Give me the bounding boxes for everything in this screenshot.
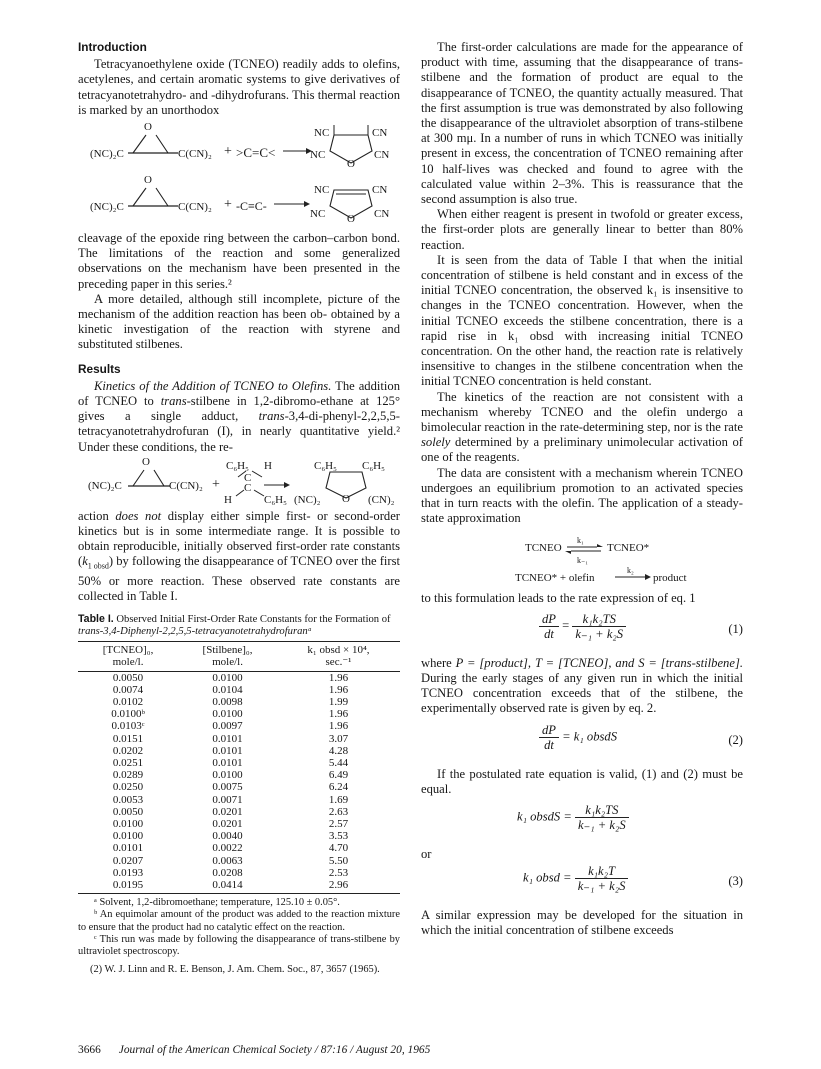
- scheme3-product-cn: (CN)₂: [368, 493, 395, 506]
- page-number: 3666: [78, 1044, 101, 1056]
- cell-k1: 3.53: [328, 830, 349, 843]
- table-caption: [78, 613, 400, 638]
- equation-intermediate: [421, 803, 743, 841]
- kinetic-k1: k₁: [577, 535, 584, 545]
- cell-k1: 1.96: [328, 708, 349, 721]
- cell-tcneo: 0.0100: [112, 818, 144, 831]
- equation-3-body: [523, 864, 628, 893]
- eq2-number: (2): [728, 732, 743, 747]
- eq1-lhs: [539, 612, 559, 641]
- intro-paragraph-3: A more detailed, although still incomplete, picture of the mechanism of the addition reaction has been ob- obtained by a kinetic investigation of the reaction with styrene and substituted stilbenes.: [78, 291, 400, 352]
- cell-stilbene: 0.0063: [212, 854, 243, 867]
- table-row: [78, 720, 400, 732]
- table-caption-compound: trans-3,4-Diphenyl-2,2,5,5-tetracyanotetrahydrofuranᵃ: [78, 625, 312, 637]
- header-unit: mole/l.: [112, 655, 144, 668]
- cell-tcneo: 0.0195: [78, 879, 178, 894]
- table-row: [78, 708, 400, 720]
- scheme1-right-carbon: C(CN)₂: [178, 148, 212, 161]
- cell-tcneo: 0.0193: [112, 866, 144, 879]
- scheme1-nc-bottom: NC: [310, 149, 326, 162]
- text-run: determined by a preliminary unimolecular activation of one of the reagents.: [421, 435, 743, 465]
- header-unit: sec.⁻¹: [325, 655, 352, 668]
- eq1-lhs-num: dP: [539, 612, 559, 627]
- eq1-rhs-num: k₁k₂TS: [572, 612, 626, 627]
- eq3-rhs-den: k₋₁ + k₂S: [577, 879, 626, 894]
- table-row: [78, 879, 400, 894]
- text-run-italic: does not: [115, 508, 162, 523]
- equation-1: [421, 612, 743, 650]
- cell-stilbene: 0.0201: [212, 805, 243, 818]
- cell-tcneo: 0.0102: [112, 696, 144, 708]
- cell-stilbene: 0.0075: [212, 781, 243, 794]
- cell-tcneo: 0.0103ᶜ: [111, 720, 145, 733]
- rate-constants-table: [78, 641, 400, 895]
- heading-results: Results: [78, 361, 121, 376]
- cell-k1: 2.57: [328, 818, 349, 831]
- eq3-rhs-num: k₁k₂T: [575, 864, 629, 879]
- scheme3-c-upper: C: [244, 471, 252, 484]
- footnote-c: ᶜ This run was made by following the disappearance of trans-stilbene by ultraviolet spectroscopy.: [78, 933, 400, 958]
- cell-stilbene: 0.0022: [212, 842, 243, 855]
- scheme1-plus: +: [224, 144, 232, 160]
- text-run-italic: solely: [421, 435, 451, 450]
- cell-k1: 5.50: [328, 854, 349, 867]
- eq2-lhs-den: dt: [544, 737, 554, 752]
- column-header-stilbene: [178, 641, 277, 671]
- eq-int-rhs-den: k₋₁ + k₂S: [578, 817, 626, 832]
- body-paragraph-9: A similar expression may be developed for the situation in which the initial concentration of stilbene exceeds: [421, 908, 743, 938]
- text-run: ) by following the disappearance of TCNEO over the first 50% or more reaction. These observed rate constants are collected in Table I.: [78, 554, 401, 604]
- scheme2-nc-bottom: NC: [310, 208, 326, 221]
- cell-stilbene: 0.0097: [212, 720, 243, 733]
- table-row: [78, 671, 400, 684]
- cell-stilbene: 0.0101: [212, 744, 243, 757]
- cell-k1: 1.96: [328, 683, 349, 696]
- eq1-rhs: [572, 612, 626, 641]
- cell-stilbene: 0.0071: [212, 793, 243, 806]
- results-paragraph-1: [78, 379, 400, 455]
- text-run: action: [78, 508, 116, 523]
- kinetic-scheme: [421, 531, 743, 587]
- table-row: [78, 684, 400, 696]
- intro-paragraph-1: Tetracyanoethylene oxide (TCNEO) readily adds to olefins, acetylenes, and certain aromatic systems to give derivatives of tetracyanotetrahydro- and -dihydrofurans. This thermal reaction is marked by an unorthodox: [78, 57, 400, 117]
- table-row: [78, 818, 400, 830]
- eq3-rhs: [575, 864, 629, 893]
- text-run-italic: trans: [258, 409, 285, 424]
- scheme3-left-carbon: (NC)₂C: [88, 479, 122, 492]
- scheme-stilbene-addition: [78, 455, 400, 506]
- cell-stilbene: 0.0208: [212, 866, 243, 879]
- cell-stilbene: 0.0101: [212, 757, 243, 770]
- eq1-rhs-den: k₋₁ + k₂S: [575, 626, 624, 641]
- table-row: [78, 781, 400, 793]
- eq2-lhs-num: dP: [539, 723, 559, 738]
- scheme3-plus: +: [212, 476, 220, 492]
- scheme3-product-phenyl-right: C₆H₅: [362, 459, 385, 472]
- scheme3-product-phenyl-left: C₆H₅: [314, 459, 337, 472]
- kinetic-product: product: [653, 571, 687, 584]
- table-row: [78, 806, 400, 818]
- cell-tcneo: 0.0074: [112, 683, 144, 696]
- right-column: [421, 40, 743, 939]
- body-paragraph-5: The data are consistent with a mechanism wherein TCNEO undergoes an equilibrium promotion to an activated species that in turn reacts with the olefin. The application of a steady-state approximation: [421, 465, 743, 526]
- cell-tcneo: 0.0250: [112, 781, 144, 794]
- kinetic-reactant: TCNEO: [525, 541, 562, 554]
- scheme1-nc-top: NC: [314, 127, 330, 140]
- text-run-italic: P = [product], T = [TCNEO], and S = [trans-stilbene].: [455, 655, 743, 670]
- table-row: [78, 867, 400, 879]
- table-row: [78, 745, 400, 757]
- equation-2: [421, 723, 743, 761]
- body-paragraph-8: If the postulated rate equation is valid, (1) and (2) must be equal.: [421, 766, 743, 796]
- text-run: The kinetics of the reaction are not consistent with a mechanism whereby TCNEO and the olefin undergo a bimolecular reaction in the rate-determining step, nor is the rate: [421, 389, 743, 435]
- scheme1-ring-oxygen: O: [347, 158, 355, 171]
- results-paragraph-2: [78, 509, 400, 605]
- body-paragraph-2: When either reagent is present in twofold or greater excess, the first-order plots are generally linear to better than 80% reaction.: [421, 207, 743, 252]
- equation-intermediate-body: [517, 803, 629, 832]
- cell-tcneo: 0.0251: [112, 757, 144, 770]
- cell-k1: 4.28: [328, 744, 349, 757]
- text-run: display either simple first- or second-order kinetics but is in some intermediate range. It is possible to obtain reproducible, initially observed first-order rate constants (: [78, 508, 400, 569]
- cell-k1: 5.44: [328, 757, 349, 770]
- eq3-lhs: k₁ obsd =: [523, 870, 572, 885]
- scheme3-phenyl-bottom: C₆H₅: [264, 493, 287, 506]
- column-header-k1: [277, 641, 400, 671]
- eq-int-lhs: k₁ obsdS =: [517, 809, 572, 824]
- cell-tcneo: 0.0053: [112, 793, 144, 806]
- eq1-number: (1): [728, 621, 743, 636]
- results-subheading: Kinetics of the Addition of TCNEO to Olefins.: [94, 378, 332, 393]
- scheme2-oxygen: O: [144, 174, 152, 187]
- scheme2-plus: +: [224, 197, 232, 213]
- cell-stilbene: 0.0104: [212, 683, 243, 696]
- eq1-lhs-den: dt: [544, 626, 554, 641]
- or-connector: or: [421, 846, 432, 861]
- scheme1-olefin: >C=C<: [236, 145, 276, 161]
- cell-k1: 3.07: [328, 732, 349, 745]
- cell-stilbene: 0.0100: [212, 671, 243, 684]
- header-unit: mole/l.: [212, 655, 243, 668]
- body-paragraph-6: to this formulation leads to the rate expression of eq. 1: [421, 590, 696, 605]
- cell-tcneo: 0.0050: [112, 805, 144, 818]
- intro-paragraph-2: cleavage of the epoxide ring between the carbon–carbon bond. The limitations of the reaction and some generalized observations on the mechanism have been presented in the preceding paper in this series.²: [78, 231, 400, 291]
- table-caption-text: Observed Initial First-Order Rate Constants for the Formation of: [113, 613, 391, 625]
- text-run: -stilbene in 1,2-dibromo-ethane at 125° gives a single adduct,: [78, 394, 400, 424]
- kinetic-activated: TCNEO*: [607, 541, 650, 554]
- cell-k1: 1.96: [328, 671, 349, 684]
- text-run-italic: k: [82, 554, 88, 569]
- body-paragraph-4: [421, 390, 743, 466]
- equation-1-body: [539, 612, 626, 641]
- cell-stilbene: 0.0101: [212, 732, 243, 745]
- scheme1-cn-bottom: CN: [374, 149, 390, 162]
- scheme1-cn-top: CN: [372, 127, 388, 140]
- table-row: [78, 794, 400, 806]
- kinetic-activated-olefin: TCNEO* + olefin: [515, 571, 595, 584]
- scheme3-product-nc: (NC)₂: [294, 493, 321, 506]
- body-paragraph-1: The first-order calculations are made for the appearance of product with time, assuming that the disappearance of trans-stilbene and the formation of product are equal to the disappearance of TCNEO, the quantity actually measured. That the first assumption is true was demonstrated by also following the disappearance of the ultraviolet absorption of trans-stilbene at 300 mμ. In a number of runs in which TCNEO was initially present in excess, the concentration of TCNEO remaining after 10 half-lives was checked and found to agree with the calculated value within 2–3%. This is reassurance that the second assumption is also true.: [421, 40, 743, 207]
- scheme-epoxide-olefin: [78, 121, 400, 173]
- cell-k1: 6.24: [328, 781, 349, 794]
- text-run: The addition of TCNEO to: [78, 378, 400, 409]
- cell-k1: 4.70: [328, 842, 349, 855]
- scheme-epoxide-alkyne: [78, 176, 400, 228]
- body-paragraph-7: [421, 656, 743, 717]
- scheme2-nc-top: NC: [314, 184, 330, 197]
- cell-tcneo: 0.0100: [112, 830, 144, 843]
- table-row: [78, 842, 400, 854]
- cell-tcneo: 0.0101: [112, 842, 144, 855]
- equation-3: [421, 864, 743, 902]
- scheme3-h-top: H: [264, 459, 272, 472]
- text-run: During the early stages of any given run in which the initial TCNEO concentration exceeds that of the stilbene, the experimentally observed rate is given by eq. 2.: [421, 670, 743, 716]
- kinetic-k-minus-1: k₋₁: [577, 555, 589, 565]
- scheme1-oxygen: O: [144, 121, 152, 134]
- table-row: [78, 733, 400, 745]
- column-header-tcneo: [78, 641, 178, 671]
- scheme2-alkyne: -C≡C-: [236, 199, 267, 214]
- header-line: [TCNEO]₀,: [102, 643, 154, 656]
- table-row: [78, 757, 400, 769]
- scheme3-oxygen: O: [142, 455, 150, 468]
- cell-stilbene: 0.0100: [212, 708, 243, 721]
- cell-k1: 1.96: [328, 720, 349, 733]
- cell-tcneo: 0.0100ᵇ: [111, 708, 145, 721]
- table-caption-label: Table I.: [78, 612, 114, 625]
- eq-int-rhs: [575, 803, 629, 832]
- cell-stilbene: 0.0100: [212, 769, 243, 782]
- header-line: [Stilbene]₀,: [202, 643, 253, 656]
- equation-2-body: [539, 723, 617, 752]
- text-run: -3,4-di-phenyl-2,2,5,5-tetracyanotetrahydrofuran (I), in nearly quantitative yield.² Under these conditions, the re-: [78, 409, 400, 454]
- header-line: k₁ obsd × 10⁴,: [307, 643, 370, 656]
- scheme2-cn-bottom: CN: [374, 208, 390, 221]
- cell-k1: 1.99: [328, 696, 349, 708]
- cell-k1: 6.49: [328, 769, 349, 782]
- scheme2-cn-top: CN: [372, 184, 388, 197]
- kinetic-k2: k₂: [627, 565, 634, 575]
- reference-2: (2) W. J. Linn and R. E. Benson, J. Am. Chem. Soc., 87, 3657 (1965).: [90, 964, 380, 976]
- cell-k1: 2.63: [328, 805, 349, 818]
- eq1-equals: =: [562, 618, 570, 633]
- cell-k1: 1.69: [328, 793, 349, 806]
- cell-stilbene: 0.0201: [212, 818, 243, 831]
- journal-citation: Journal of the American Chemical Society / 87:16 / August 20, 1965: [118, 1044, 431, 1056]
- cell-k1: 2.96: [277, 879, 400, 894]
- table-row: [78, 830, 400, 842]
- text-run: where: [421, 655, 456, 670]
- cell-tcneo: 0.0151: [112, 732, 144, 745]
- cell-tcneo: 0.0289: [112, 769, 144, 782]
- scheme2-left-carbon: (NC)₂C: [90, 201, 124, 214]
- scheme3-h-bottom: H: [224, 493, 232, 506]
- scheme1-left-carbon: (NC)₂C: [90, 148, 124, 161]
- cell-tcneo: 0.0050: [112, 671, 144, 684]
- page-footer: [78, 1044, 430, 1056]
- eq-int-rhs-num: k₁k₂TS: [575, 803, 629, 818]
- cell-stilbene: 0.0414: [178, 879, 277, 894]
- scheme2-ring-oxygen: O: [347, 213, 355, 226]
- table-row: [78, 696, 400, 708]
- scheme3-ring-oxygen: O: [342, 492, 350, 505]
- footnote-a: ᵃ Solvent, 1,2-dibromoethane; temperature, 125.10 ± 0.05°.: [94, 897, 340, 909]
- body-paragraph-3: It is seen from the data of Table I that when the initial concentration of stilbene is held constant and in excess of the initial TCNEO concentration, the observed k₁ is insensitive to changes in the TCNEO concentration. However, when the initial TCNEO exceeds the stilbene concentration, there is a rapid rise in k₁ obsd with increasing initial TCNEO concentration. On the other hand, the reaction rate is relatively insensitive to changes in the stilbene concentration when the initial TCNEO concentration is held constant.: [421, 252, 743, 389]
- heading-introduction: Introduction: [78, 40, 147, 54]
- table-row: [78, 769, 400, 781]
- text-run-italic: trans: [160, 394, 187, 409]
- cell-stilbene: 0.0098: [212, 696, 243, 708]
- cell-tcneo: 0.0202: [112, 744, 144, 757]
- scheme3-phenyl-top: C₆H₅: [226, 459, 249, 472]
- footnote-b: ᵇ An equimolar amount of the product was added to the reaction mixture to ensure that the product had no catalytic effect on the reaction.: [78, 909, 400, 933]
- eq2-lhs: [539, 723, 559, 752]
- cell-stilbene: 0.0040: [212, 830, 243, 843]
- table-row: [78, 855, 400, 867]
- eq2-rhs: = k₁ obsdS: [562, 728, 618, 743]
- cell-k1: 2.53: [328, 866, 349, 879]
- scheme3-c-lower: C: [244, 481, 252, 494]
- table-body: [78, 671, 400, 894]
- scheme3-right-carbon: C(CN)₂: [169, 479, 203, 492]
- left-column: [78, 40, 400, 976]
- scheme2-right-carbon: C(CN)₂: [178, 201, 212, 214]
- cell-tcneo: 0.0207: [112, 854, 144, 867]
- table-footnotes: [78, 897, 400, 958]
- text-run-sub: 1 obsd: [87, 561, 109, 571]
- eq3-number: (3): [728, 874, 743, 889]
